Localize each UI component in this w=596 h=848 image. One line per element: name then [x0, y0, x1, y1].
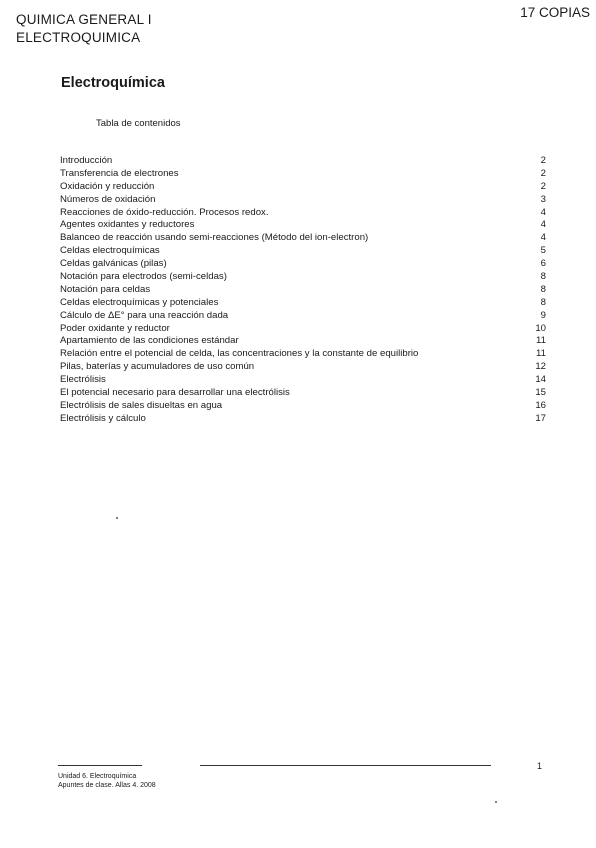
- toc-entry-page: 10: [535, 322, 546, 334]
- stray-mark: [116, 517, 118, 519]
- toc-entry-title: Transferencia de electrones: [60, 167, 179, 179]
- course-title: QUIMICA GENERAL I: [16, 12, 152, 27]
- toc-entry-title: Oxidación y reducción: [60, 180, 155, 192]
- toc-entry-page: 4: [540, 219, 546, 231]
- toc-entry-page: 11: [536, 335, 546, 347]
- footer-unit: Unidad 6. Electroquímica: [58, 773, 137, 780]
- toc-entry-page: 2: [540, 155, 546, 166]
- toc-entry-page: 9: [540, 309, 546, 321]
- toc-entry-title: Agentes oxidantes y reductores: [60, 219, 195, 231]
- toc-entry[interactable]: [60, 413, 546, 426]
- toc-entry[interactable]: [60, 335, 546, 348]
- toc-entry-page: 4: [540, 206, 546, 218]
- footer-rule: [58, 765, 491, 766]
- toc-heading: Tabla de contenidos: [96, 118, 181, 129]
- toc-entry-title: Electrólisis de sales disueltas en agua: [60, 399, 223, 411]
- toc-entry-title: Celdas galvánicas (pilas): [60, 258, 167, 270]
- page-title: Electroquímica: [61, 75, 165, 91]
- toc-entry[interactable]: [60, 374, 546, 387]
- toc-entry-title: Pilas, baterías y acumuladores de uso común: [60, 361, 255, 373]
- toc-entry-page: 14: [535, 374, 546, 386]
- toc-entry-title: Cálculo de ΔE° para una reacción dada: [60, 309, 229, 321]
- toc-entry-page: 17: [535, 412, 546, 424]
- toc-entry[interactable]: [60, 348, 546, 361]
- toc-entry-title: Reacciones de óxido-reducción. Procesos redox.: [60, 206, 269, 218]
- toc-entry-title: Balanceo de reacción usando semi-reacciones (Método del ion-electron): [60, 232, 369, 244]
- toc-entry-title: Apartamiento de las condiciones estándar: [60, 335, 239, 347]
- toc-entry[interactable]: [60, 181, 546, 194]
- toc-entry[interactable]: [60, 232, 546, 245]
- toc-entry-page: 5: [540, 245, 546, 257]
- toc-entry[interactable]: [60, 219, 546, 232]
- toc-entry-page: 2: [540, 180, 546, 192]
- toc-entry-title: Relación entre el potencial de celda, las concentraciones y la constante de equilibrio: [60, 348, 419, 360]
- toc-entry-title: Electrólisis y cálculo: [60, 412, 146, 424]
- toc-entry[interactable]: [60, 400, 546, 413]
- toc-entry-title: Introducción: [60, 155, 113, 166]
- course-header: [16, 11, 152, 47]
- toc-entry-title: Poder oxidante y reductor: [60, 322, 170, 334]
- toc-entry[interactable]: [60, 194, 546, 207]
- toc-entry-page: 15: [535, 387, 546, 399]
- toc-entry[interactable]: [60, 323, 546, 336]
- toc-entry[interactable]: [60, 258, 546, 271]
- toc-entry[interactable]: [60, 207, 546, 220]
- toc-entry[interactable]: [60, 361, 546, 374]
- toc-entry[interactable]: [60, 297, 546, 310]
- toc-entry-page: 6: [540, 258, 546, 270]
- table-of-contents: [60, 155, 546, 426]
- toc-entry[interactable]: [60, 284, 546, 297]
- footer-note: [58, 772, 156, 790]
- toc-entry-page: 16: [535, 399, 546, 411]
- toc-entry-page: 3: [540, 193, 546, 205]
- toc-entry-title: El potencial necesario para desarrollar una electrólisis: [60, 387, 290, 399]
- toc-entry[interactable]: [60, 387, 546, 400]
- toc-entry-title: Celdas electroquímicas y potenciales: [60, 296, 219, 308]
- toc-entry-title: Notación para electrodos (semi-celdas): [60, 271, 227, 283]
- toc-entry-page: 4: [540, 232, 546, 244]
- toc-entry-title: Notación para celdas: [60, 283, 151, 295]
- toc-entry[interactable]: [60, 168, 546, 181]
- toc-entry-title: Celdas electroquímicas: [60, 245, 160, 257]
- toc-entry-page: 8: [540, 271, 546, 283]
- toc-entry-page: 8: [540, 283, 546, 295]
- toc-entry[interactable]: [60, 245, 546, 258]
- toc-entry[interactable]: [60, 271, 546, 284]
- footer-page-number: 1: [537, 761, 543, 771]
- toc-entry-title: Electrólisis: [60, 374, 106, 386]
- footer-rule-gap: [142, 763, 200, 767]
- stray-mark: [495, 801, 497, 803]
- toc-entry-title: Números de oxidación: [60, 193, 156, 205]
- toc-entry-page: 8: [540, 296, 546, 308]
- toc-entry[interactable]: [60, 310, 546, 323]
- toc-entry[interactable]: [60, 155, 546, 168]
- toc-entry-page: 12: [535, 361, 546, 373]
- footer-source: Apuntes de clase. Allas 4. 2008: [58, 782, 156, 789]
- copies-note: 17 COPIAS: [520, 5, 590, 20]
- toc-entry-page: 2: [540, 167, 546, 179]
- course-subtitle: ELECTROQUIMICA: [16, 30, 141, 45]
- toc-entry-page: 11: [536, 348, 546, 360]
